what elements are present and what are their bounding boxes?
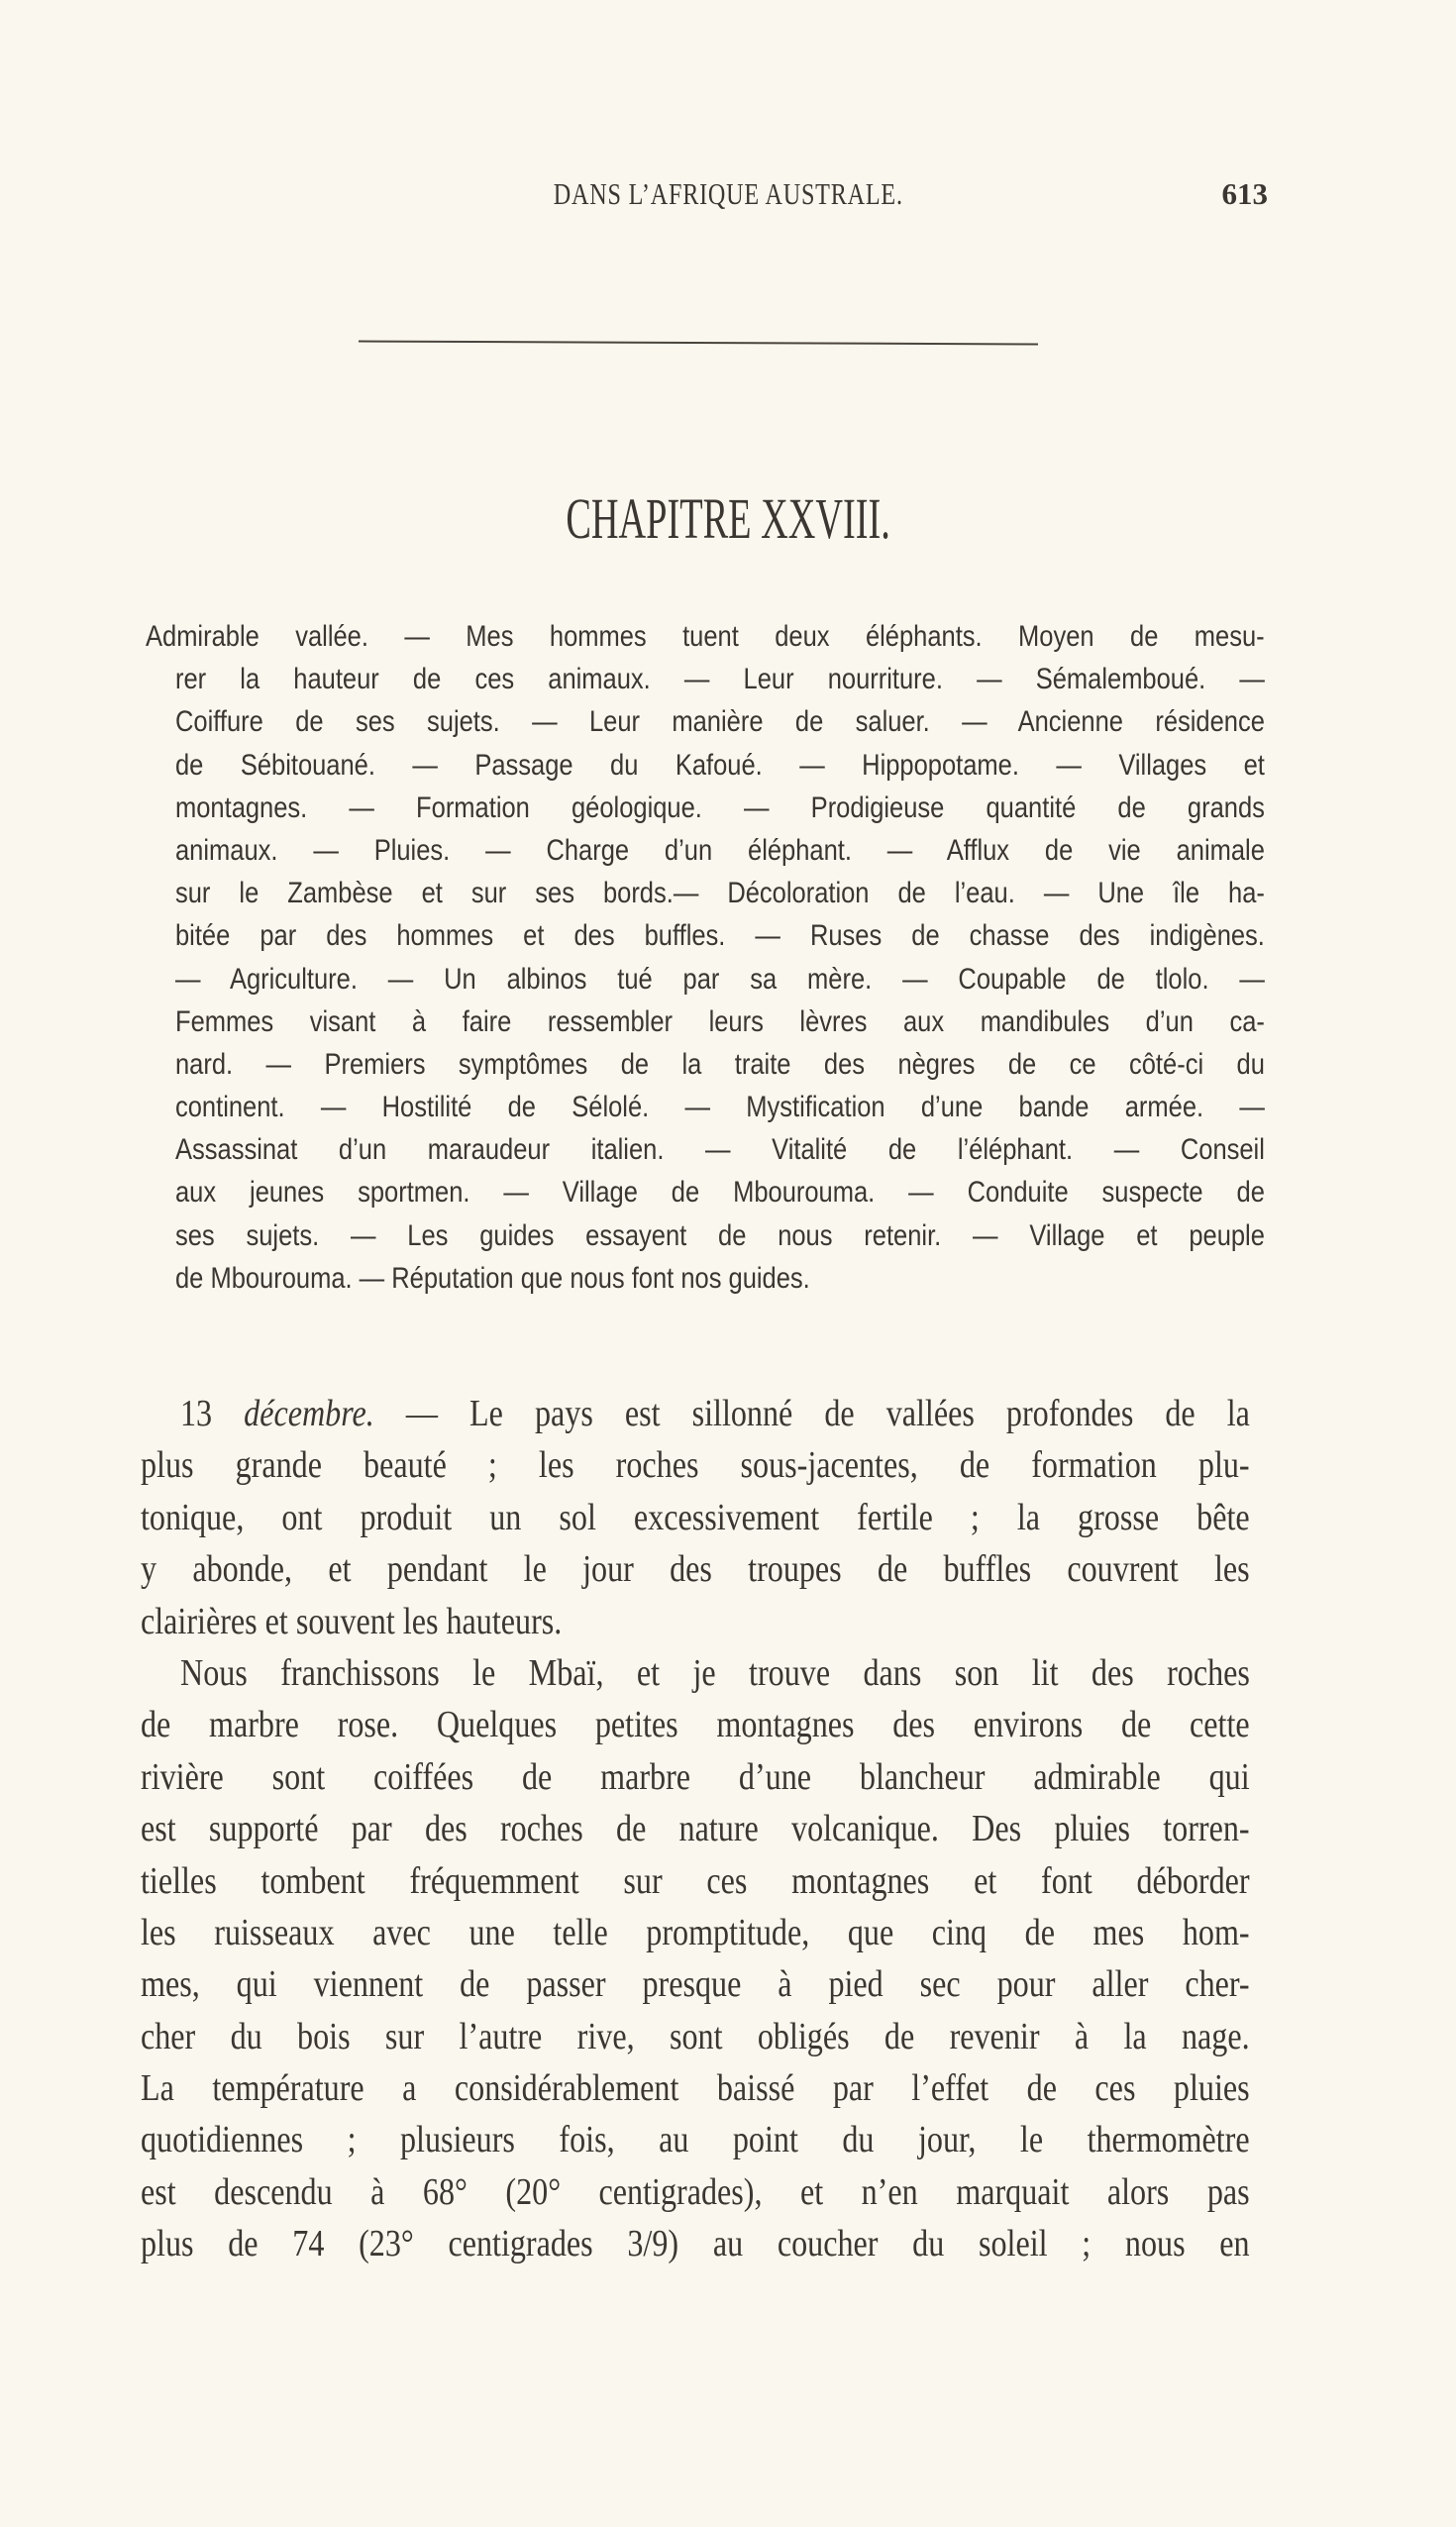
summary-line: — Agriculture. — Un albinos tué par sa mère. — Coupable de tlolo. — [175, 962, 1265, 996]
chapter-summary [146, 615, 1456, 1300]
body-line: tonique, ont produit un sol excessivement fertile ; la grosse bête [141, 1496, 1250, 1538]
summary-line: de Mbourouma. — Réputation que nous font nos guides. [175, 1261, 810, 1295]
date-month: décembre. [244, 1393, 374, 1434]
summary-line: sur le Zambèse et sur ses bords.— Décoloration de l’eau. — Une île ha- [175, 877, 1265, 910]
chapter-divider-rule [359, 341, 1038, 346]
body-line: plus de 74 (23° centigrades 3/9) au coucher du soleil ; nous en [141, 2223, 1250, 2265]
chapter-title-text: CHAPITRE XXVIII. [566, 486, 890, 551]
body-line: quotidiennes ; plusieurs fois, au point du jour, le thermomètre [141, 2119, 1250, 2161]
body-line: tielles tombent fréquemment sur ces montagnes et font déborder [141, 1859, 1250, 1902]
body-line: clairières et souvent les hauteurs. [141, 1600, 563, 1642]
summary-line: rer la hauteur de ces animaux. — Leur nourriture. — Sémalemboué. — [175, 663, 1265, 696]
summary-line: animaux. — Pluies. — Charge d’un éléphant. — Afflux de vie animale [175, 833, 1265, 867]
body-line: est descendu à 68° (20° centigrades), et n’en marquait alors pas [141, 2170, 1250, 2213]
summary-line: Femmes visant à faire ressembler leurs lèvres aux mandibules d’un ca- [175, 1004, 1265, 1038]
summary-line: ses sujets. — Les guides essayent de nous retenir. — Village et peuple [175, 1218, 1265, 1252]
summary-line: aux jeunes sportmen. — Village de Mbourouma. — Conduite suspecte de [175, 1176, 1265, 1210]
body-line-text: — Le pays est sillonné de vallées profondes de la [405, 1393, 1250, 1434]
summary-line: Assassinat d’un maraudeur italien. — Vitalité de l’éléphant. — Conseil [175, 1133, 1265, 1167]
body-line: rivière sont coiffées de marbre d’une blancheur admirable qui [141, 1755, 1250, 1798]
body-line: les ruisseaux avec une telle promptitude, que cinq de mes hom- [141, 1911, 1250, 1953]
summary-line: nard. — Premiers symptômes de la traite des nègres de ce côté-ci du [175, 1047, 1265, 1081]
summary-line: continent. — Hostilité de Sélolé. — Mystification d’une bande armée. — [175, 1091, 1265, 1124]
summary-line: Coiffure de ses sujets. — Leur manière de saluer. — Ancienne résidence [175, 705, 1265, 739]
body-line: y abonde, et pendant le jour des troupes de buffles couvrent les [141, 1548, 1250, 1591]
summary-line: montagnes. — Formation géologique. — Prodigieuse quantité de grands [175, 790, 1265, 824]
page-number: 613 [1221, 176, 1268, 211]
summary-line: Admirable vallée. — Mes hommes tuent deux éléphants. Moyen de mesu- [146, 620, 1265, 653]
body-line: cher du bois sur l’autre rive, sont obligés de revenir à la nage. [141, 2015, 1250, 2057]
body-line: mes, qui viennent de passer presque à pied sec pour aller cher- [141, 1963, 1250, 2006]
body-line: est supporté par des roches de nature volcanique. Des pluies torren- [141, 1808, 1250, 1850]
body-line: plus grande beauté ; les roches sous-jacentes, de formation plu- [141, 1444, 1250, 1487]
body-line: Nous franchissons le Mbaï, et je trouve dans son lit des roches [180, 1651, 1250, 1694]
body-line: de marbre rose. Quelques petites montagnes des environs de cette [141, 1704, 1250, 1746]
body-line: La température a considérablement baissé par l’effet de ces pluies [141, 2067, 1250, 2110]
summary-line: bitée par des hommes et des buffles. — Ruses de chasse des indigènes. [175, 919, 1265, 953]
date-day: 13 [180, 1393, 213, 1434]
body-text [141, 1388, 1453, 2270]
body-line [180, 1388, 1250, 1439]
running-head-text: DANS L’AFRIQUE AUSTRALE. [553, 176, 903, 211]
chapter-title [0, 485, 1456, 552]
summary-line: de Sébitouané. — Passage du Kafoué. — Hippopotame. — Villages et [175, 748, 1265, 782]
